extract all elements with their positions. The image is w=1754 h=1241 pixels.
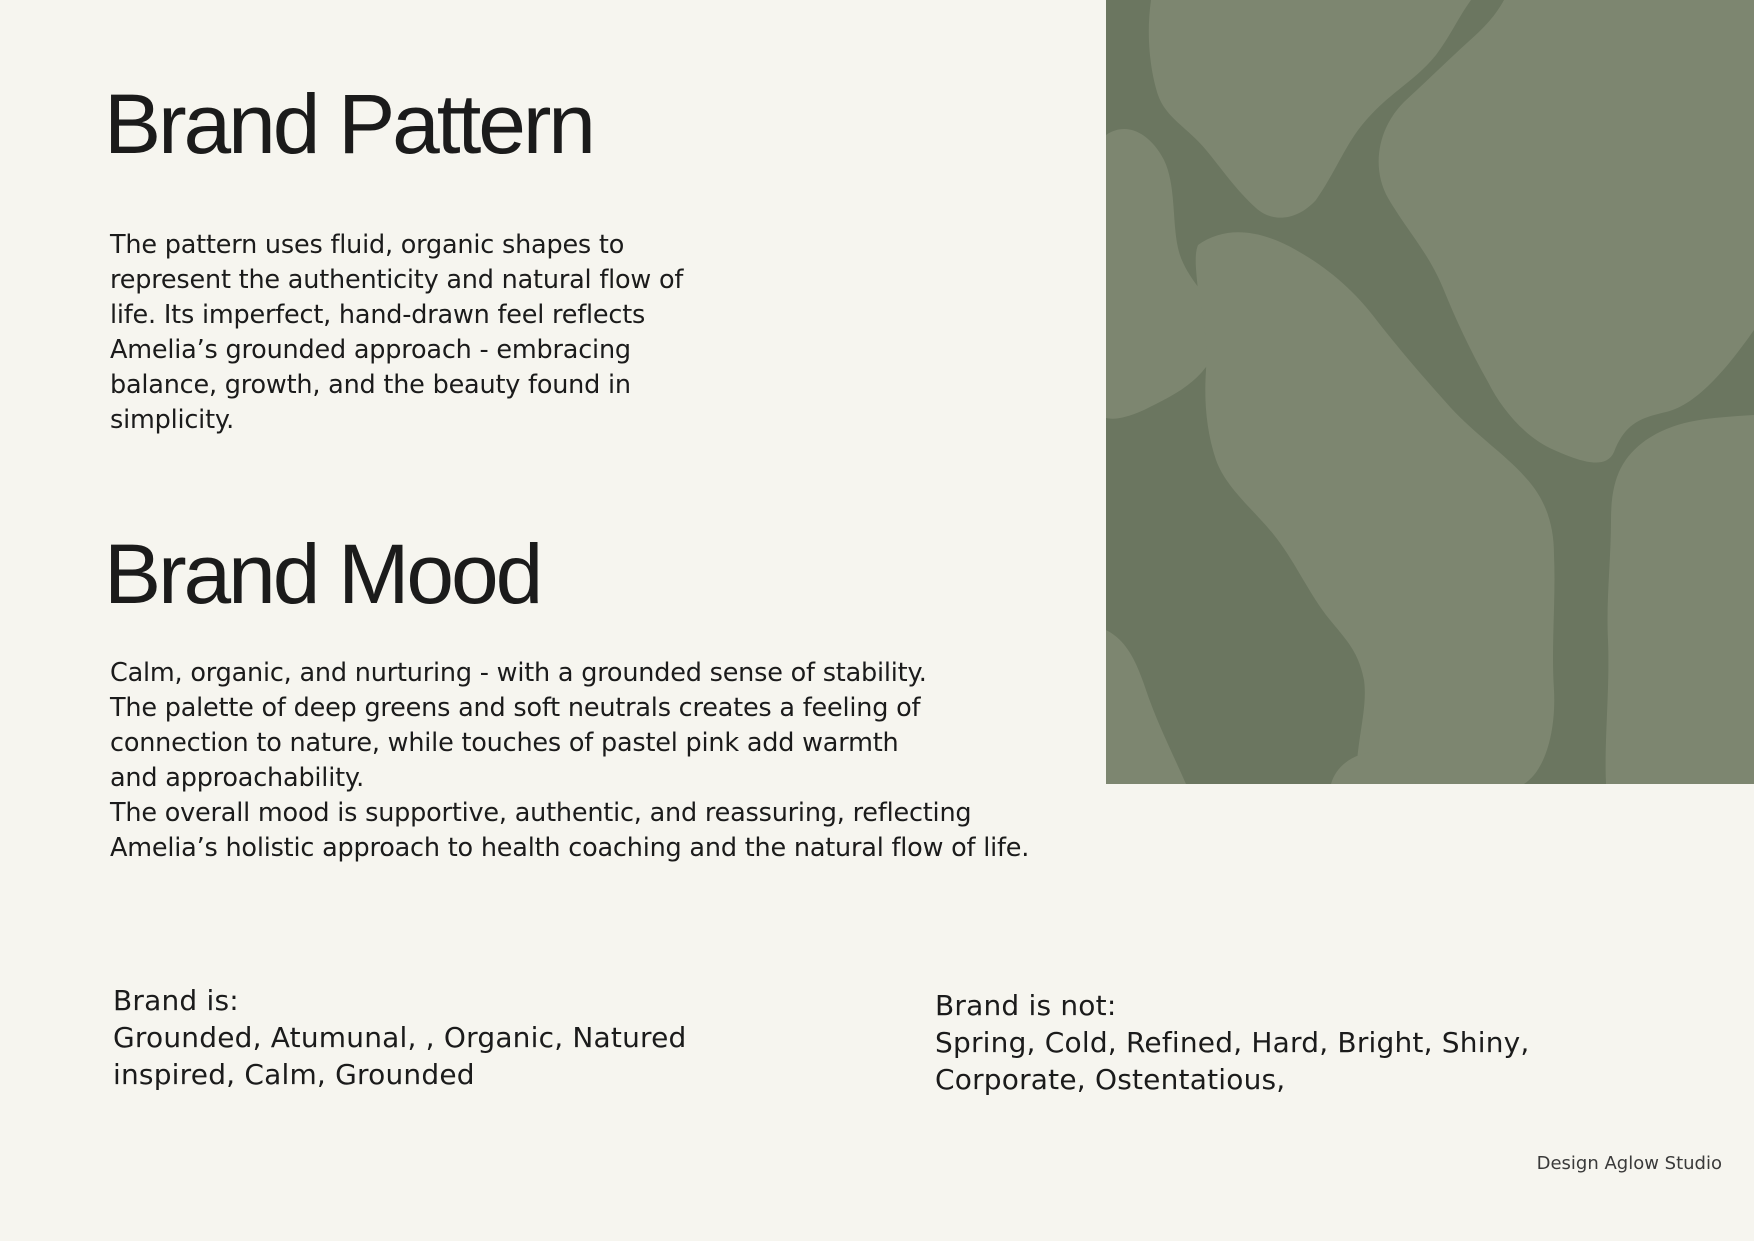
brand-is-not-list xyxy=(935,987,1530,1098)
organic-pattern-image xyxy=(1106,0,1754,784)
brand-is-not-label: Brand is not: xyxy=(935,989,1117,1022)
brand-pattern-swatch xyxy=(1106,0,1754,784)
paragraph-line: The palette of deep greens and soft neutrals creates a feeling of xyxy=(110,693,921,723)
paragraph-line: Amelia’s grounded approach - embracing xyxy=(110,335,631,365)
pattern-blob xyxy=(1606,415,1754,784)
paragraph-line: Calm, organic, and nurturing - with a grounded sense of stability. xyxy=(110,658,927,688)
paragraph-line: represent the authenticity and natural flow of xyxy=(110,265,684,295)
brand-mood-description xyxy=(110,656,1029,866)
brand-is-values: Grounded, Atumunal, , Organic, Natured xyxy=(113,1021,687,1054)
studio-credit: Design Aglow Studio xyxy=(1536,1153,1722,1174)
paragraph-line: connection to nature, while touches of pastel pink add warmth xyxy=(110,728,899,758)
paragraph-line: life. Its imperfect, hand-drawn feel reflects xyxy=(110,300,646,330)
paragraph-line: simplicity. xyxy=(110,405,235,435)
paragraph-line: The pattern uses fluid, organic shapes to xyxy=(110,230,625,260)
paragraph-line: balance, growth, and the beauty found in xyxy=(110,370,631,400)
brand-pattern-description xyxy=(110,228,683,438)
brand-is-values: inspired, Calm, Grounded xyxy=(113,1058,475,1091)
brand-mood-heading: Brand Mood xyxy=(104,527,541,621)
brand-is-not-values: Corporate, Ostentatious, xyxy=(935,1063,1286,1096)
paragraph-line: Amelia’s holistic approach to health coaching and the natural flow of life. xyxy=(110,833,1030,863)
brand-is-not-values: Spring, Cold, Refined, Hard, Bright, Shiny, xyxy=(935,1026,1530,1059)
brand-is-label: Brand is: xyxy=(113,984,239,1017)
brand-is-list xyxy=(113,982,687,1093)
paragraph-line: and approachability. xyxy=(110,763,365,793)
paragraph-line: The overall mood is supportive, authentic, and reassuring, reflecting xyxy=(110,798,972,828)
brand-pattern-heading: Brand Pattern xyxy=(104,77,593,171)
